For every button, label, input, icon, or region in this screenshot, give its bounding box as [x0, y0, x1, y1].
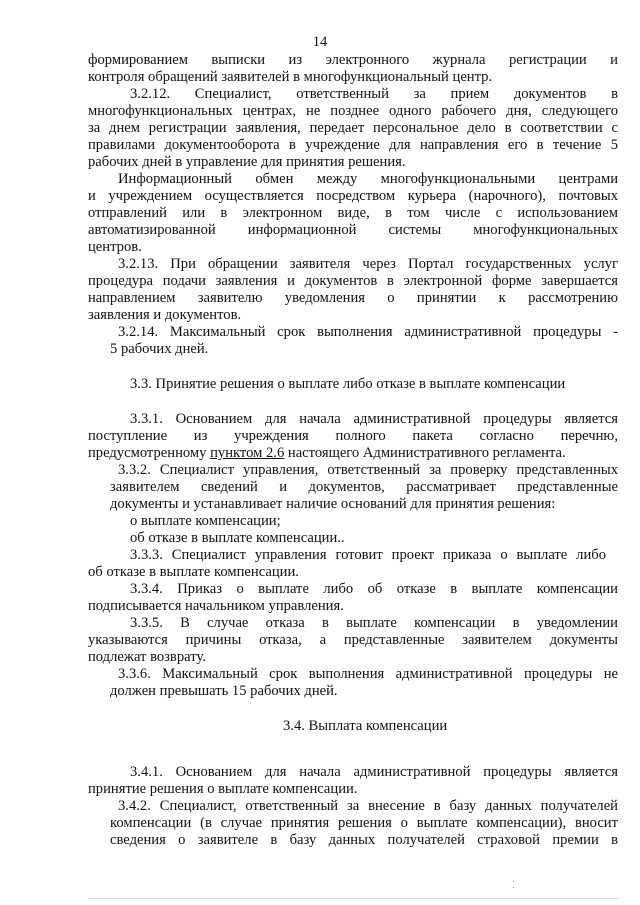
text-fragment: предусмотренному [88, 445, 211, 461]
clause-3-3-3: 3.3.3. Специалист управления готовит проект приказа о выплате либо [130, 547, 606, 563]
clause-3-3-1: 3.3.1. Основанием для начала административной процедуры является [130, 411, 618, 427]
text-line: компенсации (в случае принятия решения о выплате компенсации), вносит [110, 815, 618, 831]
page-number: 14 [312, 34, 328, 50]
text-line: должен превышать 15 рабочих дней. [110, 683, 338, 699]
text-line: рабочих дней в управление для принятия решения. [88, 154, 406, 170]
text-line: автоматизированной информационной системы многофункциональных [88, 222, 618, 238]
clause-3-4-2: 3.4.2. Специалист, ответственный за внесение в базу данных получателей [118, 798, 618, 814]
text-line: формированием выписки из электронного журнала регистрации и [88, 52, 618, 68]
text-line: об отказе в выплате компенсации. [88, 564, 299, 580]
section-heading-3-3: 3.3. Принятие решения о выплате либо отказе в выплате компенсации [130, 376, 566, 392]
text-line: документы и устанавливает наличие оснований для принятия решения: [110, 496, 556, 512]
clause-3-3-5: 3.3.5. В случае отказа в выплате компенсации в уведомлении [130, 615, 618, 631]
text-line: и учреждением осуществляется посредством курьера (нарочного), почтовых [88, 188, 618, 204]
clause-3-2-13: 3.2.13. При обращении заявителя через Портал государственных услуг [118, 256, 618, 272]
text-line: подлежат возврату. [88, 649, 206, 665]
text-line: за днем регистрации заявления, передает персональное дело в соответствии с [88, 120, 618, 136]
clause-reference-link[interactable]: пунктом 2.6 [210, 445, 285, 461]
clause-3-3-6: 3.3.6. Максимальный срок выполнения административной процедуры не [118, 666, 618, 682]
text-line: отправлений или в электронном виде, в том числе с использованием [88, 205, 618, 221]
text-fragment: настоящего Административного регламента. [284, 445, 566, 461]
text-line: процедура подачи заявления и документов в электронной форме завершается [88, 273, 618, 289]
page-bottom-rule [88, 898, 618, 899]
list-item: о выплате компенсации; [130, 513, 281, 529]
text-line: принятие решения о выплате компенсации. [88, 781, 358, 797]
clause-3-2-14: 3.2.14. Максимальный срок выполнения административной процедуры - [118, 324, 618, 340]
text-line: направлением заявителю уведомления о принятии к рассмотрению [88, 290, 618, 306]
text-line: указываются причины отказа, а представленные заявителем документы [88, 632, 618, 648]
text-line [88, 445, 566, 462]
text-line: поступление из учреждения полного пакета согласно перечню, [88, 428, 618, 444]
text-line: контроля обращений заявителей в многофункциональный центр. [88, 69, 493, 85]
text-line: заявления и документов. [88, 307, 242, 323]
text-line: заявителем сведений и документов, рассматривает представленные [110, 479, 618, 495]
list-item: об отказе в выплате компенсации.. [130, 530, 345, 546]
clause-3-2-12: 3.2.12. Специалист, ответственный за прием документов в [130, 86, 618, 102]
text-line: многофункциональных центрах, не позднее одного рабочего дня, следующего [88, 103, 618, 119]
text-line: подписывается начальником управления. [88, 598, 344, 614]
section-heading-3-4: 3.4. Выплата компенсации [283, 718, 448, 734]
text-line: правилами документооборота в учреждение для направления его в течение 5 [88, 137, 618, 153]
text-line: 5 рабочих дней. [110, 341, 209, 357]
clause-3-4-1: 3.4.1. Основанием для начала административной процедуры является [130, 764, 618, 780]
text-line: сведения о заявителе в базу данных получателей страховой премии в [110, 832, 618, 848]
scan-mark: ⁚ [512, 880, 516, 891]
text-line: Информационный обмен между многофункциональными центрами [118, 171, 618, 187]
text-line: центров. [88, 239, 142, 255]
clause-3-3-4: 3.3.4. Приказ о выплате либо об отказе в выплате компенсации [130, 581, 618, 597]
clause-3-3-2: 3.3.2. Специалист управления, ответственный за проверку представленных [118, 462, 618, 478]
